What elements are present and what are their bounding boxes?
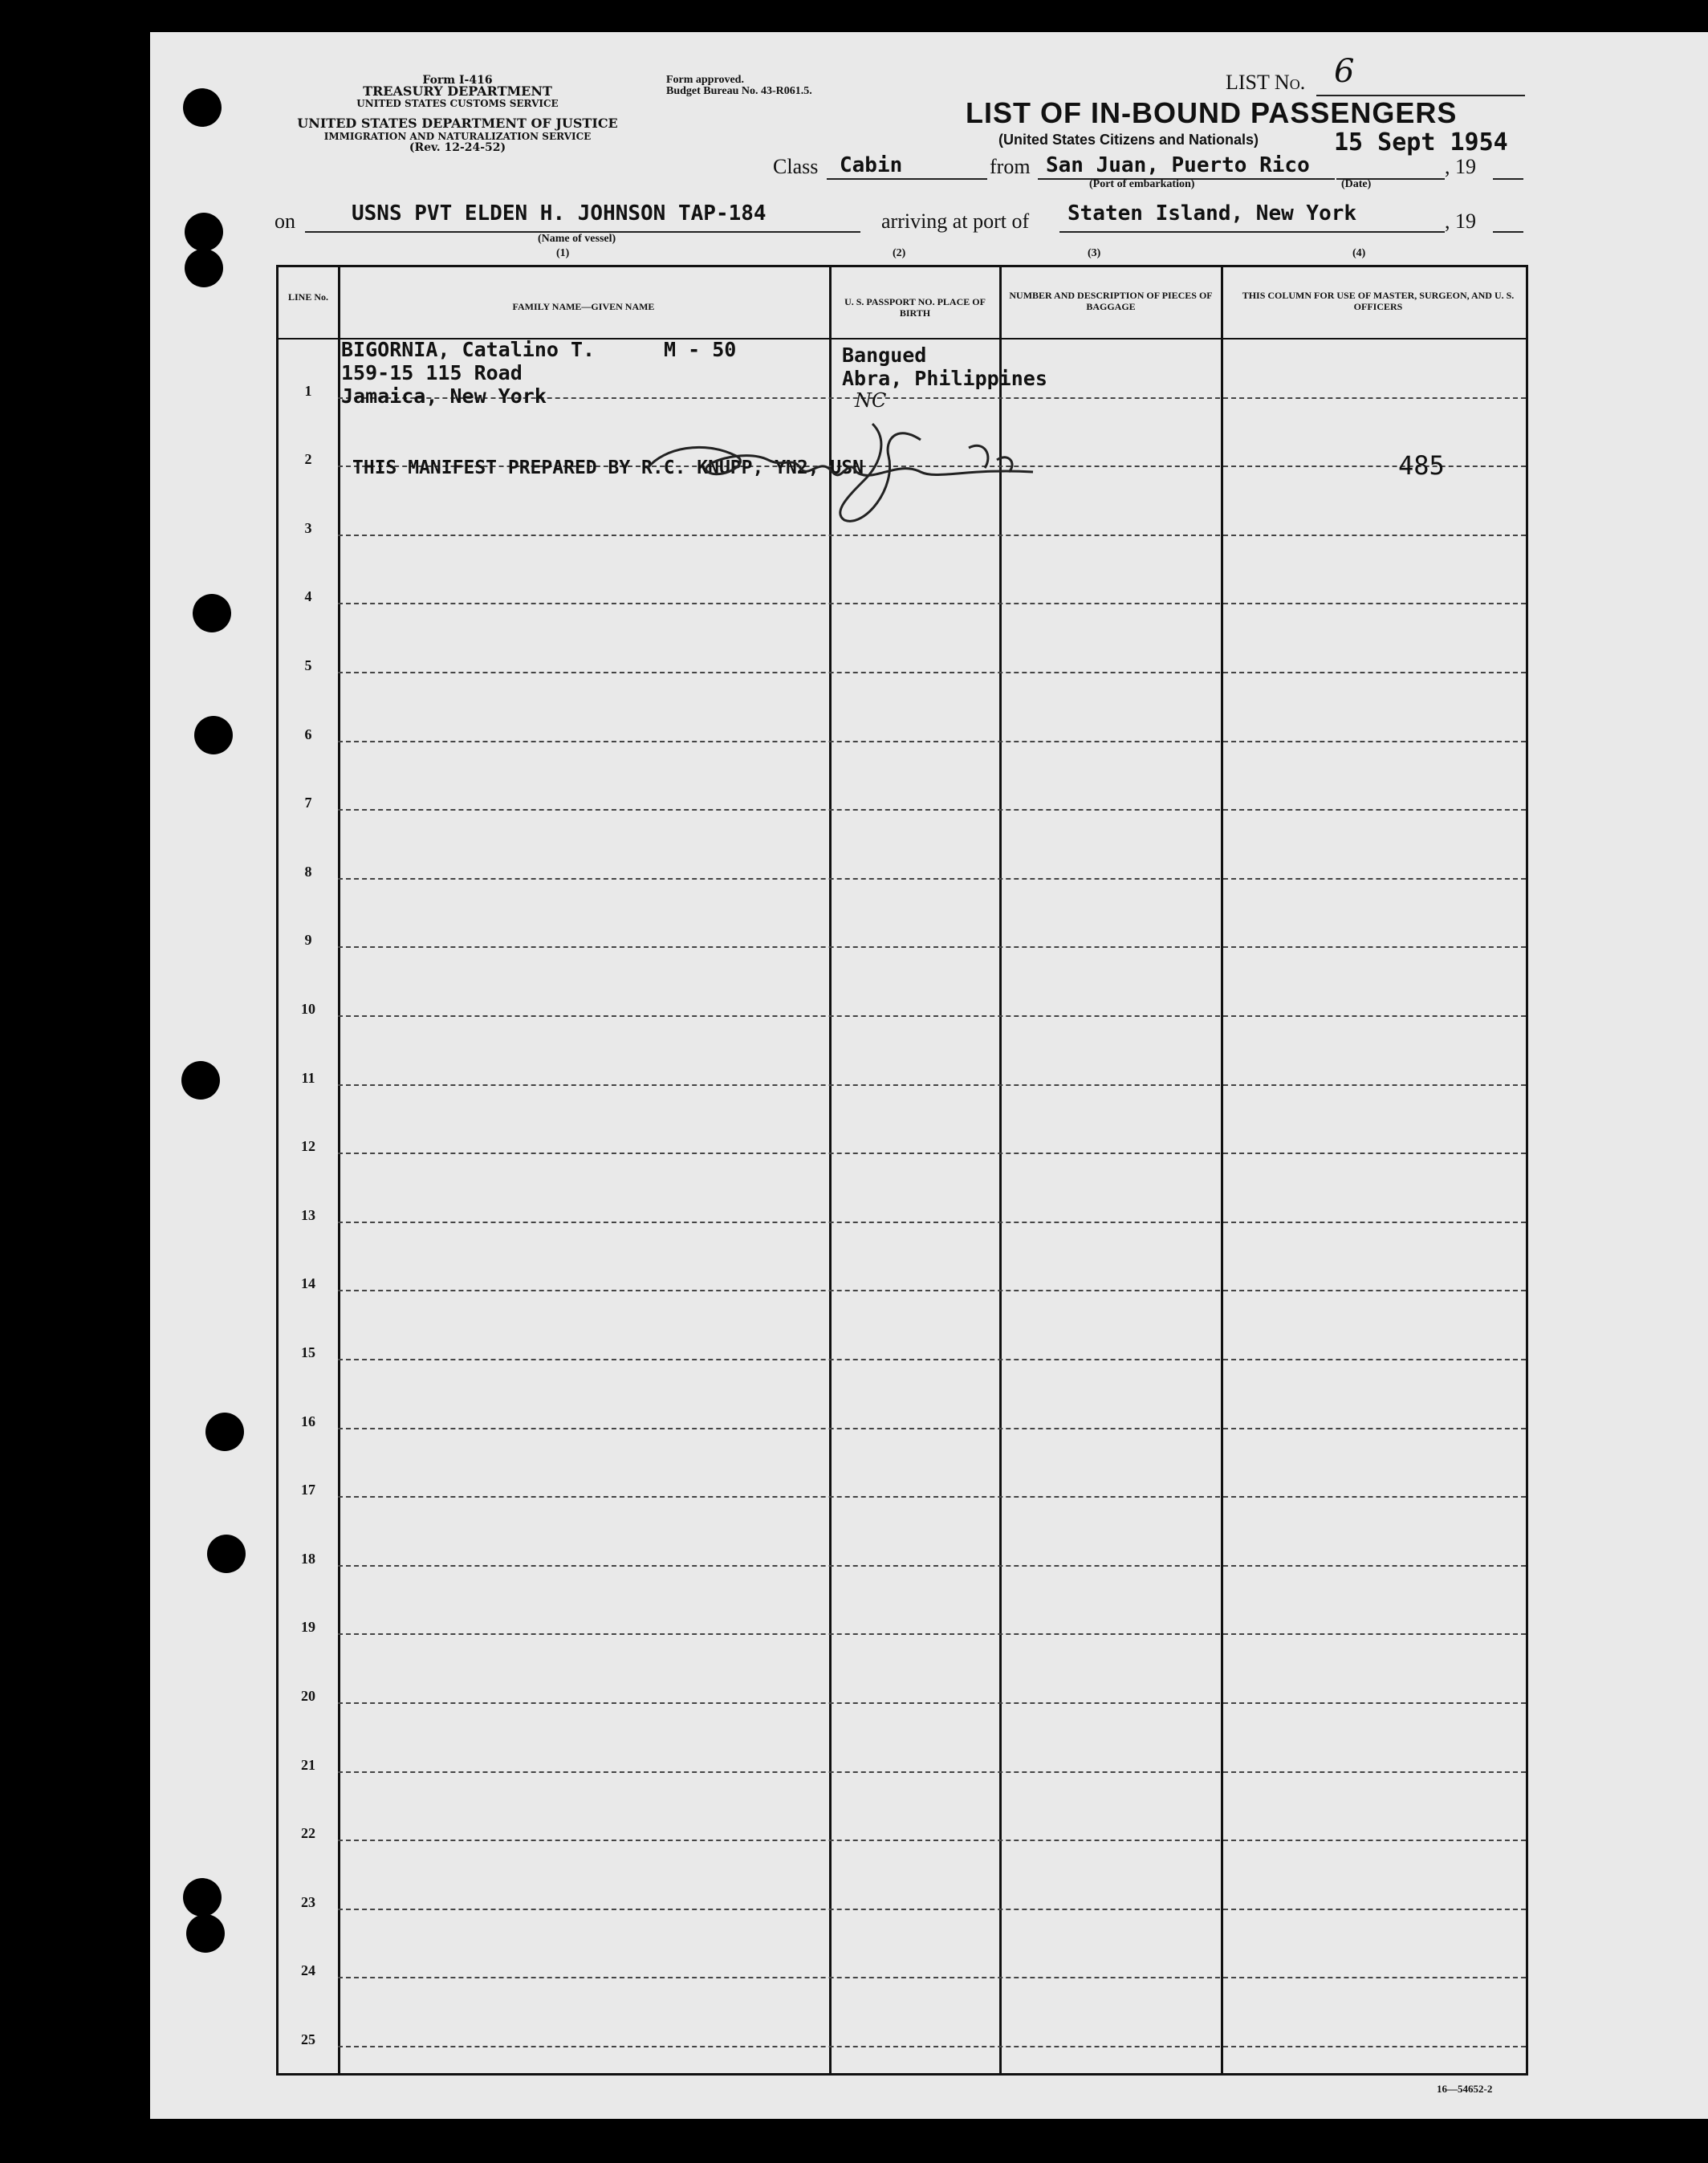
line-number: 2 <box>304 451 312 468</box>
year-suffix-2: , 19 <box>1445 209 1476 233</box>
punch-hole <box>194 716 233 754</box>
list-label: LIST No. <box>1226 71 1306 94</box>
col-num-3: (3) <box>1088 247 1101 259</box>
arrival-port: Staten Island, New York <box>1068 201 1357 226</box>
line-number: 13 <box>301 1206 315 1223</box>
row-rule <box>338 1909 1526 1910</box>
footer-code: 16—54652-2 <box>1437 2083 1493 2095</box>
date-caption: (Date) <box>1341 178 1372 190</box>
line-number: 22 <box>301 1825 315 1842</box>
punch-hole <box>207 1535 246 1573</box>
list-number: 6 <box>1334 53 1355 90</box>
col-num-2: (2) <box>893 247 906 259</box>
arriving-label: arriving at port of <box>881 209 1030 233</box>
line-number: 9 <box>304 932 312 949</box>
line-number: 24 <box>301 1962 315 1979</box>
entry-2-officer-number: 485 <box>1398 450 1445 481</box>
budget-bureau: Budget Bureau No. 43-R061.5. <box>666 85 812 97</box>
row-rule <box>338 878 1526 880</box>
row-rule <box>338 1702 1526 1704</box>
row-rule <box>338 1977 1526 1978</box>
header-line-no: LINE No. <box>287 291 328 303</box>
line-number: 8 <box>304 863 312 880</box>
line-number: 7 <box>304 795 312 811</box>
header-officers: THIS COLUMN FOR USE OF MASTER, SURGEON, AND U. S. OFFICERS <box>1242 290 1515 312</box>
line-number: 14 <box>301 1275 315 1292</box>
entry-1-note: NC <box>855 389 887 412</box>
row-rule <box>338 1084 1526 1086</box>
date-value: 15 Sept 1954 <box>1334 128 1508 157</box>
form-subtitle: (United States Citizens and Nationals) <box>998 132 1259 148</box>
from-value: San Juan, Puerto Rico <box>1046 153 1310 177</box>
header-passport: U. S. PASSPORT NO. PLACE OF BIRTH <box>844 296 986 319</box>
customs-service: UNITED STATES CUSTOMS SERVICE <box>356 98 559 109</box>
entry-1-sex-age: M - 50 <box>664 338 737 361</box>
department-of-justice: UNITED STATES DEPARTMENT OF JUSTICE <box>297 116 618 131</box>
treasury-department: TREASURY DEPARTMENT <box>363 83 552 99</box>
row-rule <box>338 603 1526 604</box>
port-embarkation-caption: (Port of embarkation) <box>1089 178 1195 190</box>
row-rule <box>338 1222 1526 1223</box>
line-number: 25 <box>301 2031 315 2047</box>
on-label: on <box>274 209 295 233</box>
line-number: 12 <box>301 1138 315 1155</box>
line-number: 5 <box>304 657 312 673</box>
row-rule <box>338 672 1526 673</box>
row-rule <box>338 535 1526 536</box>
header-name: FAMILY NAME—GIVEN NAME <box>512 301 655 312</box>
header-baggage: NUMBER AND DESCRIPTION OF PIECES OF BAGGAGE <box>1009 290 1213 312</box>
entry-2-text: THIS MANIFEST PREPARED BY R.C. KNUPP, YN2, USN <box>352 457 864 478</box>
vessel-name: USNS PVT ELDEN H. JOHNSON TAP-184 <box>352 201 767 226</box>
line-number: 16 <box>301 1413 315 1429</box>
col-num-1: (1) <box>556 247 570 259</box>
row-rule <box>338 1015 1526 1017</box>
row-rule <box>338 809 1526 811</box>
col-num-4: (4) <box>1352 247 1366 259</box>
line-number: 21 <box>301 1756 315 1773</box>
line-number: 11 <box>301 1069 315 1086</box>
vessel-caption: (Name of vessel) <box>538 233 616 245</box>
punch-hole <box>185 213 223 251</box>
entry-1-birthplace-1: Bangued <box>842 344 927 367</box>
row-rule <box>338 1633 1526 1635</box>
class-value: Cabin <box>840 153 903 177</box>
handwritten-signature <box>632 392 1081 528</box>
punch-hole <box>205 1413 244 1451</box>
passenger-table <box>276 265 1528 2076</box>
line-number: 10 <box>301 1001 315 1017</box>
line-number: 19 <box>301 1619 315 1636</box>
row-rule <box>338 946 1526 948</box>
line-number: 4 <box>304 588 312 605</box>
punch-hole <box>185 249 223 287</box>
form-title: LIST OF IN-BOUND PASSENGERS <box>966 96 1458 129</box>
line-number: 18 <box>301 1550 315 1567</box>
from-label: from <box>990 155 1031 178</box>
punch-hole <box>181 1061 220 1100</box>
row-rule <box>338 1496 1526 1498</box>
line-number: 6 <box>304 726 312 742</box>
line-number: 1 <box>304 382 312 399</box>
row-rule <box>338 741 1526 742</box>
punch-hole <box>186 1914 225 1953</box>
year-suffix: , 19 <box>1445 155 1476 178</box>
punch-hole <box>183 88 222 127</box>
row-rule <box>338 1153 1526 1154</box>
entry-1-birthplace-2: Abra, Philippines <box>842 367 1047 390</box>
punch-hole <box>193 594 231 632</box>
row-rule <box>338 1771 1526 1773</box>
entry-1-address-2: Jamaica, New York <box>341 384 547 408</box>
row-rule <box>338 1428 1526 1429</box>
entry-1-address-1: 159-15 115 Road <box>341 361 523 384</box>
line-number: 15 <box>301 1344 315 1360</box>
class-label: Class <box>773 155 819 178</box>
row-rule <box>338 2046 1526 2047</box>
revision: (Rev. 12-24-52) <box>409 141 506 154</box>
line-number: 3 <box>304 519 312 536</box>
row-rule <box>338 1840 1526 1841</box>
row-rule <box>338 1565 1526 1567</box>
punch-hole <box>183 1878 222 1917</box>
line-number: 23 <box>301 1893 315 1910</box>
form-approved: Form approved. <box>666 74 744 86</box>
form-number: Form I-416 <box>422 74 493 87</box>
row-rule <box>338 1359 1526 1360</box>
line-number: 17 <box>301 1482 315 1498</box>
entry-1-name: BIGORNIA, Catalino T. <box>341 338 596 361</box>
row-rule <box>338 1290 1526 1291</box>
ins: IMMIGRATION AND NATURALIZATION SERVICE <box>323 131 592 142</box>
line-number: 20 <box>301 1688 315 1704</box>
